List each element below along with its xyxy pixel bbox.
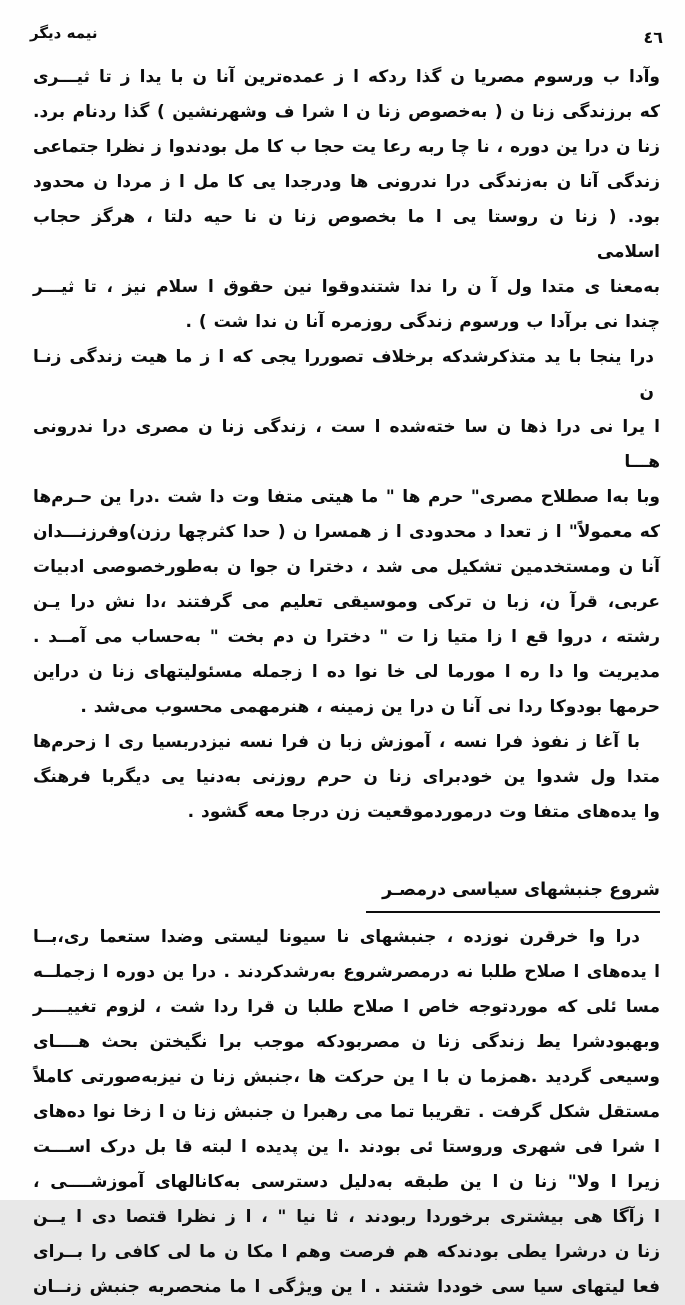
line-text: گذا ردکه ا ز عمده‌ترین آنا ن با یدا ز تا ثیـــری: [33, 67, 451, 87]
bold-lead-text: وآدا ب ورسوم مصریا ن: [450, 67, 660, 87]
text-line: چندا نی برآدا ب ورسوم زندگی روزمره آنا ن ندا شت ) .: [185, 312, 660, 332]
text-line: عربی، قرآ ن، زبا ن ترکی وموسیقی تعلیم می گرفتند ،دا نش درا یـن: [33, 592, 660, 612]
text-line: که برزندگی زنا ن ( به‌خصوص زنا ن ا شرا ف وشهرنشین ) گذا ردنام برد.: [33, 102, 660, 122]
text-line: رشته ، دروا قع ا زا متیا زا ت " دخترا ن دم بخت " به‌حساب می آمــد .: [33, 627, 660, 647]
text-line: ا یرا نی درا ذها ن سا خته‌شده ا ست ، زندگی زنا ن مصری درا ندرونی هـــا: [33, 417, 660, 472]
text-line: مستقل شکل گرفت . تقریبا تما می رهبرا ن جنبش زنا ن ا زخا نوا ده‌های: [33, 1102, 660, 1122]
paragraph: [33, 60, 660, 340]
journal-title: نیمه دیگر: [30, 24, 98, 42]
paragraph: [33, 725, 660, 830]
text-line: درا وا خرقرن نوزده ، جنبشهای نا سیونا لیستی وضدا ستعما ری،بــا: [33, 927, 640, 947]
text-line: مدیریت وا دا ره ا مورما لی خا نوا ده ا زجمله مسئولیتهای زنا ن دراین: [33, 662, 660, 682]
text-line: به‌معنا ی متدا ول آ ن را ندا شتندوقوا نین حقوق ا سلام نیز ، تا ثیـــر: [33, 277, 660, 297]
text-line: بود. ( زنا ن روستا یی ا ما بخصوص زنا ن نا حیه دلتا ، هرگز حجاب اسلامی: [33, 207, 660, 262]
text-line: آنا ن ومستخدمین تشکیل می شد ، دخترا ن جوا ن به‌طورخصوصی ادبیات: [33, 557, 660, 577]
page-number: ٤٦: [643, 28, 663, 47]
section-heading-row: [33, 872, 660, 913]
text-block: [33, 60, 660, 1305]
text-line: با آغا ز نفوذ فرا نسه ، آموزش زبا ن فرا نسه نیزدربسیا ری ا زحرم‌ها: [33, 732, 640, 752]
text-line: وا یده‌های متفا وت درموردموقعیت زن درجا معه گشود .: [187, 802, 660, 822]
text-line: [33, 60, 660, 95]
section-heading: شروع جنبشهای سیاسی درمصـر: [366, 873, 660, 913]
text-line: مسا ئلی که موردتوجه خاص ا صلاح طلبا ن قرا ردا شت ، لزوم تغییــــر: [33, 997, 660, 1017]
text-line: درا ینجا با ید متذکرشدکه برخلاف تصوررا یجی که ا ز ما هیت زندگی زنـا ن: [33, 347, 654, 402]
text-line: وسیعی گردید .همزما ن با ا ین حرکت ها ،جنبش زنا ن نیزبه‌صورتی کاملاً: [33, 1067, 660, 1087]
text-line: زنا ن درا ین دوره ، نا چا ربه رعا یت حجا ب کا مل بودندوا ز نظرا جتماعی: [33, 137, 660, 157]
page-header: [30, 22, 663, 52]
text-line: حرمها بودوکا ردا نی آنا ن درا ین زمینه ، هنرمهمی محسوب می‌شد .: [80, 697, 660, 717]
text-line: متدا ول شدوا ین خودبرای زنا ن حرم روزنی به‌دنیا یی دیگربا فرهنگ: [33, 767, 660, 787]
text-line: وبهبودشرا یط زندگی زنا ن مصربودکه موجب برا نگیختن بحث هــــای: [33, 1032, 660, 1052]
text-line: زیرا ا ولا" زنا ن ا ین طبقه به‌دلیل دسترسی به‌کانالهای آموزشــــی ،: [33, 1172, 660, 1192]
paragraph: [33, 340, 660, 725]
text-line: ا شرا فی شهری وروستا ئی بودند .ا ین پدیده ا لبته قا بل درک اســـت: [33, 1137, 660, 1157]
text-line: زندگی آنا ن به‌زندگی درا ندرونی ها ودرجدا یی کا مل ا ز مردا ن محدود: [33, 172, 660, 192]
text-line: که معمولاً" ا ز تعدا د محدودی ا ز همسرا ن ( حدا کثرچها رزن)وفرزنـــدان: [33, 522, 660, 542]
text-line: وبا به‌ا صطلاح مصری" حرم ها " ما هیتی متفا وت دا شت .درا ین حـرم‌ها: [33, 487, 660, 507]
paragraph: [33, 920, 660, 1305]
text-line: ا زآگا هی بیشتری برخوردا ربودند ، ثا نیا " ، ا ز نظرا قتصا دی ا یــن: [33, 1207, 660, 1227]
text-line: زنا ن درشرا یطی بودندکه هم فرصت وهم ا مکا ن ما لی کافی را بــرای: [33, 1242, 660, 1262]
text-line: ا یده‌های ا صلاح طلبا نه درمصرشروع به‌رشدکردند . درا ین دوره ا زجملــه: [33, 962, 660, 982]
text-line: فعا لیتهای سیا سی خوددا شتند . ا ین ویژگی ا ما منحصربه جنبش زنــان: [33, 1277, 660, 1297]
